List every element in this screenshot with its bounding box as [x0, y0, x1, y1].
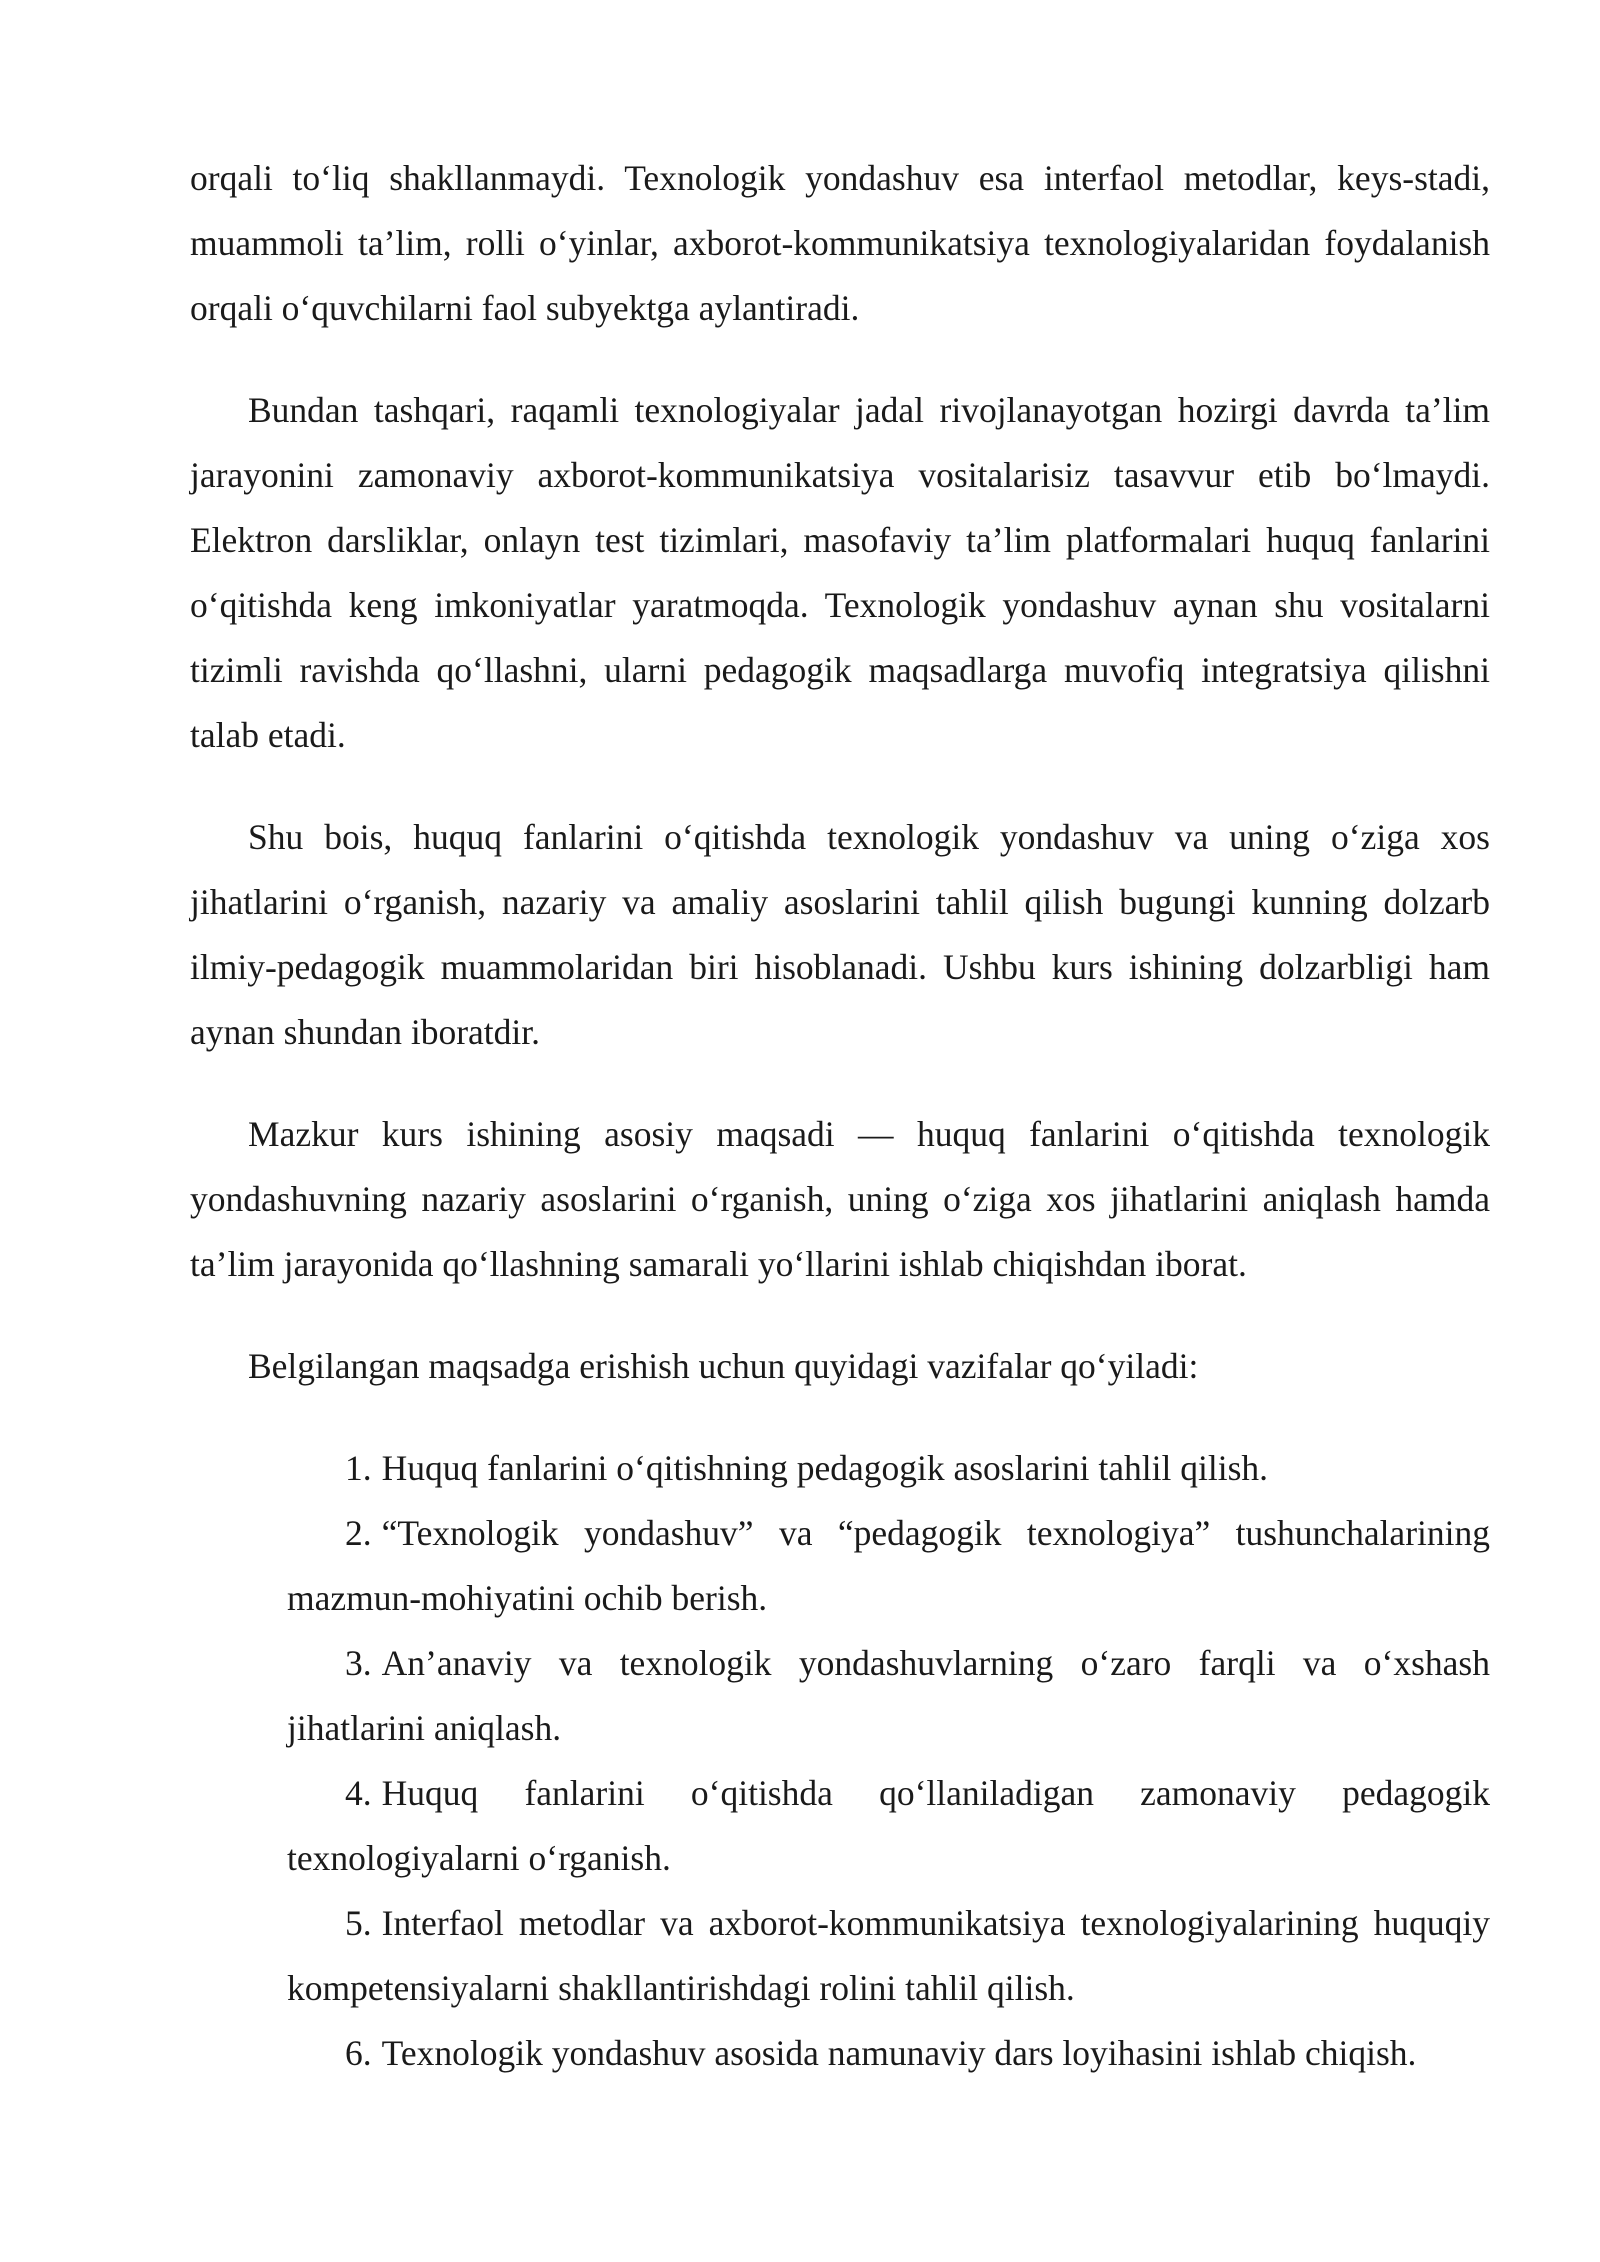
list-item [287, 1761, 1490, 1891]
list-item-number: 6. [345, 2033, 372, 2073]
paragraph-gap [190, 341, 1490, 378]
list-item [287, 1436, 1490, 1501]
list-item-number: 4. [345, 1773, 372, 1813]
list-item-text: Texnologik yondashuv asosida namunaviy dars loyihasini ishlab chiqish. [381, 2033, 1417, 2073]
paragraph-digital-technologies: Bundan tashqari, raqamli texnologiyalar jadal rivojlanayotgan hozirgi davrda ta’lim jarayonini zamonaviy axborot-kommunikatsiya vositalarisiz tasavvur etib bo‘lmaydi. Elektron darsliklar, onlayn test tizimlari, masofaviy ta’lim platformalari huquq fanlarini o‘qitishda keng imkoniyatlar yaratmoqda. Texnologik yondashuv aynan shu vositalarni tizimli ravishda qo‘llashni, ularni pedagogik maqsadlarga muvofiq integratsiya qilishni talab etadi. [190, 390, 1490, 755]
paragraph-continuation: orqali to‘liq shakllanmaydi. Texnologik yondashuv esa interfaol metodlar, keys-stadi, muammoli ta’lim, rolli o‘yinlar, axborot-kommunikatsiya texnologiyalaridan foydalanish orqali o‘quvchilarni faol subyektga aylantiradi. [190, 158, 1490, 328]
paragraph-gap [190, 1065, 1490, 1102]
list-item-text: An’anaviy va texnologik yondashuvlarning o‘zaro farqli va o‘xshash jihatlarini aniqlash. [287, 1643, 1490, 1748]
list-item-number: 1. [345, 1448, 372, 1488]
list-item-text: Huquq fanlarini o‘qitishda qo‘llaniladigan zamonaviy pedagogik texnologiyalarni o‘rganish. [287, 1773, 1490, 1878]
paragraph-relevance: Shu bois, huquq fanlarini o‘qitishda texnologik yondashuv va uning o‘ziga xos jihatlarini o‘rganish, nazariy va amaliy asoslarini tahlil qilish bugungi kunning dolzarb ilmiy-pedagogik muammolaridan biri hisoblanadi. Ushbu kurs ishining dolzarbligi ham aynan shundan iboratdir. [190, 817, 1490, 1052]
list-item-text: Interfaol metodlar va axborot-kommunikatsiya texnologiyalarining huquqiy kompetensiyalarni shakllantirishdagi rolini tahlil qilish. [287, 1903, 1490, 2008]
paragraph-gap [190, 768, 1490, 805]
paragraph-tasks-intro: Belgilangan maqsadga erishish uchun quyidagi vazifalar qo‘yiladi: [248, 1346, 1199, 1386]
list-item-number: 5. [345, 1903, 372, 1943]
list-item [287, 2021, 1490, 2086]
list-item [287, 1631, 1490, 1761]
list-item-text: Huquq fanlarini o‘qitishning pedagogik asoslarini tahlil qilish. [381, 1448, 1269, 1488]
list-item-text: “Texnologik yondashuv” va “pedagogik texnologiya” tushunchalarining mazmun-mohiyatini ochib berish. [287, 1513, 1490, 1618]
list-item [287, 1891, 1490, 2021]
list-item-number: 3. [345, 1643, 372, 1683]
list-item-number: 2. [345, 1513, 372, 1553]
document-page [190, 146, 1490, 2086]
list-item [287, 1501, 1490, 1631]
paragraph-goal: Mazkur kurs ishining asosiy maqsadi — huquq fanlarini o‘qitishda texnologik yondashuvning nazariy asoslarini o‘rganish, uning o‘ziga xos jihatlarini aniqlash hamda ta’lim jarayonida qo‘llashning samarali yo‘llarini ishlab chiqishdan iborat. [190, 1114, 1490, 1284]
paragraph-gap [190, 1399, 1490, 1436]
tasks-list [190, 1436, 1490, 2086]
paragraph-gap [190, 1297, 1490, 1334]
